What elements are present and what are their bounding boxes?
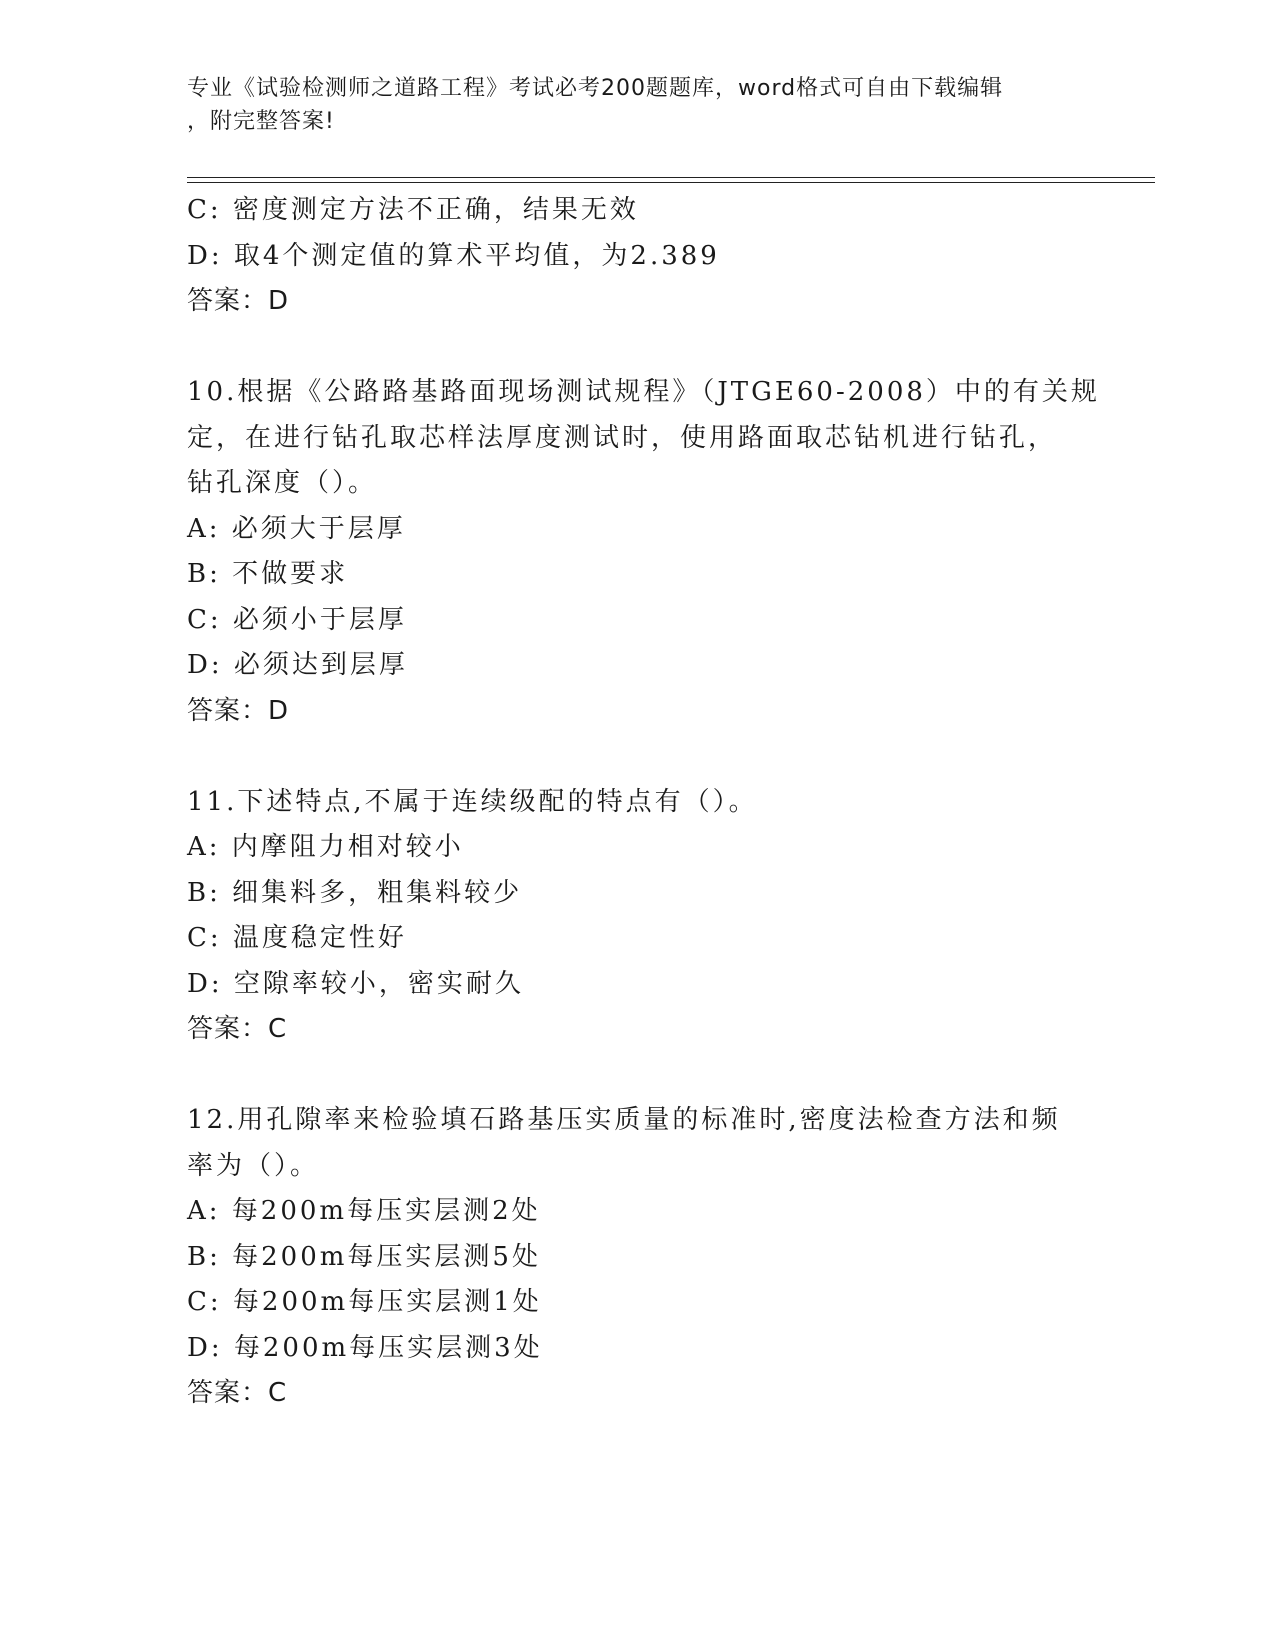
question-11: [187, 780, 1067, 1053]
option-d: D: 每200m每压实层测3处: [187, 1332, 543, 1363]
question-stem: 钻孔深度（）。: [187, 468, 378, 498]
question-stem: 率为（）。: [187, 1150, 320, 1181]
option-a: A: 每200m每压实层测2处: [187, 1196, 541, 1226]
header-divider-top: [187, 177, 1155, 178]
spacer: [187, 1053, 1067, 1099]
question-10: [187, 370, 1100, 734]
question-stem: 12.用孔隙率来检验填石路基压实质量的标准时,密度法检查方法和频: [187, 1105, 1061, 1135]
option-d: D: 空隙率较小，密实耐久: [187, 968, 524, 999]
question-stem: 11.下述特点,不属于连续级配的特点有（）。: [187, 786, 758, 817]
question-9-continuation: [187, 188, 1067, 325]
header-divider-bottom: [187, 182, 1155, 183]
answer-line: 答案：D: [187, 695, 290, 726]
spacer: [187, 325, 1067, 371]
option-b: B: 细集料多，粗集料较少: [187, 877, 523, 908]
question-12: [187, 1098, 1067, 1417]
option-b: B: 不做要求: [187, 559, 349, 589]
page-header: [187, 72, 1067, 138]
option-c: C: 必须小于层厚: [187, 604, 407, 635]
option-a: A: 必须大于层厚: [187, 513, 406, 544]
option-b: B: 每200m每压实层测5处: [187, 1241, 541, 1272]
answer-line: 答案：D: [187, 286, 290, 316]
option-d: D: 必须达到层厚: [187, 650, 408, 680]
answer-line: 答案：C: [187, 1378, 288, 1408]
header-line-1: 专业《试验检测师之道路工程》考试必考200题题库，word格式可自由下载编辑: [187, 76, 1004, 101]
question-body: [187, 188, 1100, 1417]
header-line-2: ，附完整答案!: [187, 109, 335, 134]
option-a: A: 内摩阻力相对较小: [187, 832, 464, 862]
question-stem: 定，在进行钻孔取芯样法厚度测试时，使用路面取芯钻机进行钻孔，: [187, 422, 1058, 453]
question-stem: 10.根据《公路路基路面现场测试规程》（JTGE60-2008）中的有关规: [187, 377, 1100, 407]
option-d: D: 取4个测定值的算术平均值，为2.389: [187, 240, 720, 271]
option-c: C: 密度测定方法不正确，结果无效: [187, 195, 639, 225]
option-c: C: 每200m每压实层测1处: [187, 1287, 542, 1317]
spacer: [187, 734, 1067, 780]
answer-line: 答案：C: [187, 1014, 288, 1044]
option-c: C: 温度稳定性好: [187, 923, 407, 953]
